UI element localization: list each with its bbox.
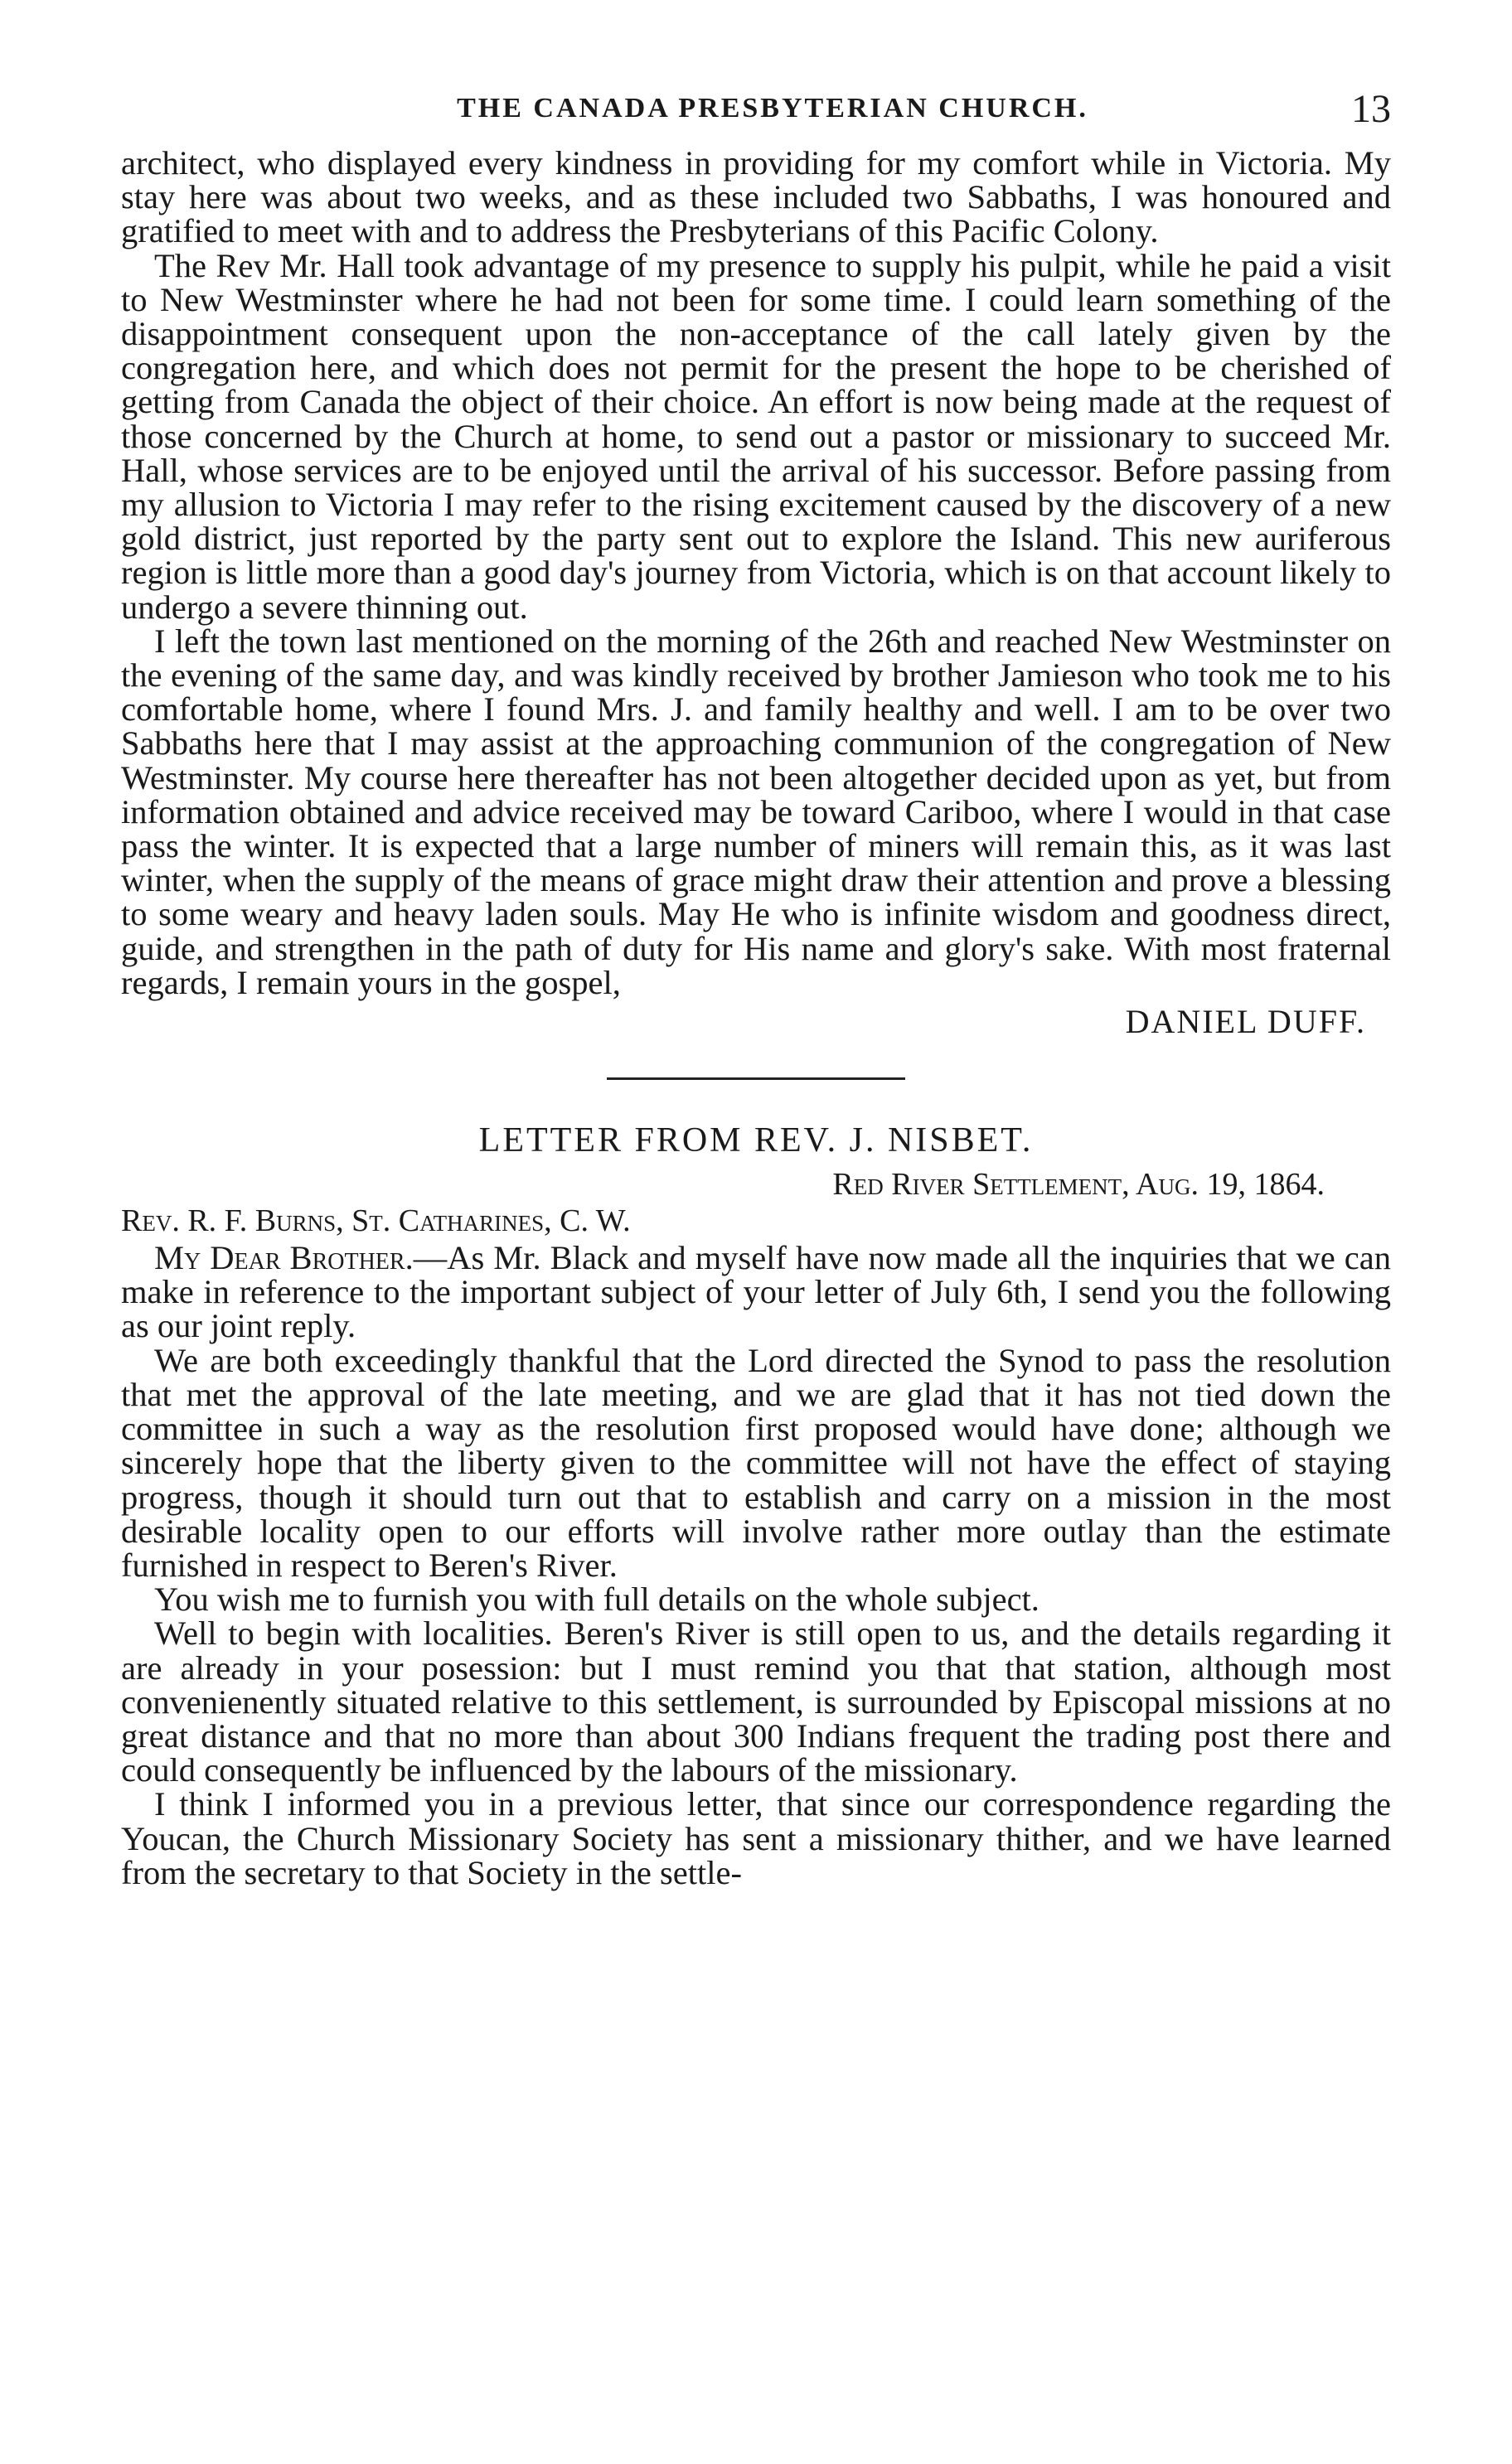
page-number: 13	[1351, 87, 1391, 131]
paragraph: I left the town last mentioned on the morning of the 26th and reached New Westminster on the evening of the same day, and was kindly received by brother Jamieson who took me to his comfortable home, where I found Mrs. J. and family healthy and well. I am to be over two Sabbaths here that I may assist at the approaching communion of the congregation of New Westminster. My course here thereafter has not been altogether decided upon as yet, but from information obtained and advice received may be toward Cariboo, where I would in that case pass the winter. It is expected that a large number of miners will remain this, as it was last winter, when the supply of the means of grace might draw their attention and prove a blessing to some weary and heavy laden souls. May He who is infinite wisdom and goodness direct, guide, and strengthen in the path of duty for His name and glory's sake. With most fraternal regards, I remain yours in the gospel,	[121, 622, 1391, 1001]
paragraph: I think I informed you in a previous letter, that since our correspondence regarding the Youcan, the Church Missionary Society has sent a missionary thither, and we have learned from the secretary to that Society in the settle-	[121, 1785, 1391, 1891]
section-heading: LETTER FROM REV. J. NISBET.	[478, 1121, 1034, 1160]
dateline: Red River Settlement, Aug. 19, 1864.	[832, 1167, 1325, 1203]
paragraph: We are both exceedingly thankful that the Lord directed the Synod to pass the resolution that met the approval of the late meeting, and we are glad that it has not tied down the committee in such a way as the resolution first proposed would have done; although we sincerely hope that the liberty given to the committee will not have the effect of staying progress, though it should turn out that to establish and carry on a mission in the most desirable locality open to our efforts will involve rather more outlay than the estimate furnished in respect to Beren's River.	[121, 1341, 1391, 1584]
paragraph: The Rev Mr. Hall took advantage of my presence to supply his pulpit, while he paid a visit to New Westminster where he had not been for some time. I could learn something of the disappointment consequent upon the non-acceptance of the call lately given by the congregation here, and which does not permit for the present the hope to be cherished of getting from Canada the object of their choice. An effort is now being made at the request of those concerned by the Church at home, to send out a pastor or missionary to succeed Mr. Hall, whose services are to be enjoyed until the arrival of his successor. Before passing from my allusion to Victoria I may refer to the rising excitement caused by the discovery of a new gold district, just reported by the party sent out to explore the Island. This new auriferous region is little more than a good day's journey from Victoria, which is on that account likely to undergo a severe thinning out.	[121, 246, 1391, 626]
addressee: Rev. R. F. Burns, St. Catharines, C. W.	[121, 1203, 631, 1239]
signature: DANIEL DUFF.	[1125, 1003, 1366, 1041]
paragraph-text: —As Mr. Black and myself have now made all the inquiries that we can make in reference to the important subject of your letter of July 6th, I send you the following as our joint reply.	[121, 1239, 1391, 1345]
running-title: THE CANADA PRESBYTERIAN CHURCH.	[457, 93, 1088, 123]
salutation: My Dear Brother.	[154, 1239, 414, 1277]
paragraph: architect, who displayed every kindness in providing for my comfort while in Victoria. My stay here was about two weeks, and as these included two Sabbaths, I was honoured and gratified to meet with and to address the Presbyterians of this Pacific Colony.	[121, 144, 1391, 250]
paragraph: You wish me to furnish you with full details on the whole subject.	[154, 1581, 1040, 1619]
document-page	[121, 87, 1391, 1891]
paragraph	[121, 1241, 1391, 1343]
paragraph: Well to begin with localities. Beren's River is still open to us, and the details regarding it are already in your posession: but I must remind you that that station, although most convenienently situated relative to this settlement, is surrounded by Episcopal missions at no great distance and that no more than about 300 Indians frequent the trading post there and could consequently be influenced by the labours of the missionary.	[121, 1614, 1391, 1789]
running-head	[121, 87, 1391, 146]
letter-nisbet	[121, 1241, 1391, 1890]
section-divider	[607, 1077, 905, 1080]
letter-duff	[121, 146, 1391, 1000]
